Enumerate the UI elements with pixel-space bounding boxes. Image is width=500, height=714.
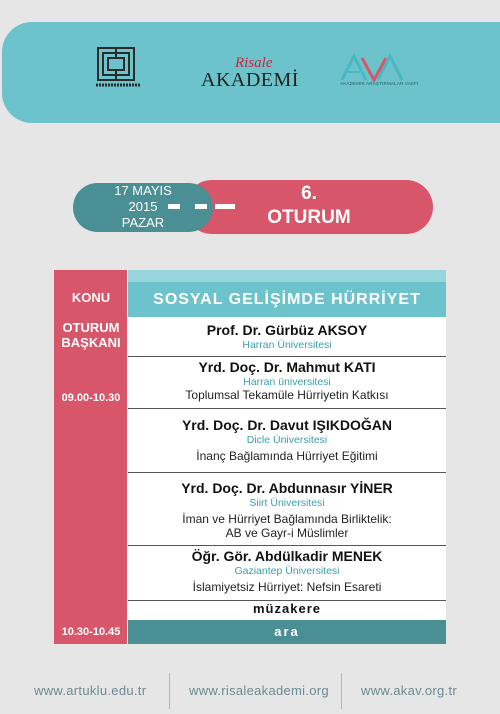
artuklu-logo — [94, 47, 144, 92]
speaker-row — [128, 473, 446, 546]
time-slot-2: 10.30-10.45 — [61, 626, 121, 638]
date-day-month: 17 MAYIS — [114, 183, 172, 198]
footer-link-artuklu[interactable]: www.artuklu.edu.tr — [34, 683, 147, 698]
speaker-talk-title: İslamiyetsiz Hürriyet: Nefsin Esareti — [192, 580, 382, 594]
speaker-talk-title: Toplumsal Tekamüle Hürriyetin Katkısı — [185, 388, 389, 402]
date-badge — [73, 183, 213, 232]
speaker-talk-title-line1: İman ve Hürriyet Bağlamında Birliktelik: — [182, 512, 392, 526]
footer-link-akav[interactable]: www.akav.org.tr — [361, 683, 458, 698]
footer-link-risaleakademi[interactable]: www.risaleakademi.org — [189, 683, 329, 698]
akademi-logo-text: AKADEMİ — [201, 69, 299, 91]
dash-divider — [215, 204, 235, 209]
chair-label-line2: BAŞKANI — [61, 335, 121, 350]
akav-subtitle: AKADEMİK ARAŞTIRMALAR VAKFI — [340, 81, 419, 86]
akav-logo — [340, 52, 419, 92]
speaker-name: Yrd. Doç. Dr. Abdunnasır YİNER — [181, 480, 393, 496]
speaker-talk-title-line2: AB ve Gayr-i Müslimler — [225, 526, 349, 540]
risale-akademi-logo — [201, 55, 299, 91]
date-weekday: PAZAR — [121, 215, 165, 230]
konu-label: KONU — [71, 290, 111, 305]
chair-university: Harran Üniversitesi — [242, 339, 332, 351]
session-label: OTURUM — [267, 207, 351, 228]
footer-separator — [341, 673, 342, 709]
chair-name: Prof. Dr. Gürbüz AKSOY — [206, 322, 368, 338]
chair-label-line1: OTURUM — [62, 320, 120, 335]
speaker-university: Gaziantep Üniversitesi — [234, 565, 340, 577]
speaker-name: Yrd. Doç. Dr. Mahmut KATI — [198, 359, 376, 375]
panel-top-strip — [128, 270, 446, 282]
speaker-row — [128, 357, 446, 409]
speaker-row — [128, 546, 446, 601]
speaker-name: Öğr. Gör. Abdülkadir MENEK — [191, 548, 383, 564]
chair-row — [128, 320, 446, 357]
break-bar: ara — [128, 620, 446, 644]
speaker-university: Dicle Üniversitesi — [246, 434, 328, 446]
discussion-label: müzakere — [253, 601, 321, 616]
topic-title: SOSYAL GELİŞİMDE HÜRRİYET — [128, 282, 446, 317]
speaker-name: Yrd. Doç. Dr. Davut IŞIKDOĞAN — [181, 417, 393, 433]
footer-separator — [169, 673, 170, 709]
risale-logo-text: Risale — [235, 55, 273, 71]
date-year: 2015 — [128, 199, 158, 214]
dash-divider — [168, 204, 180, 209]
time-slot-1: 09.00-10.30 — [61, 392, 121, 404]
speaker-university: Harran üniversitesi — [243, 376, 331, 388]
speaker-university: Siirt Üniversitesi — [249, 497, 325, 509]
session-number: 6. — [301, 183, 317, 204]
left-label-column — [54, 270, 128, 644]
dash-divider — [195, 204, 207, 209]
speaker-talk-title: İnanç Bağlamında Hürriyet Eğitimi — [196, 449, 378, 463]
speaker-row — [128, 409, 446, 473]
